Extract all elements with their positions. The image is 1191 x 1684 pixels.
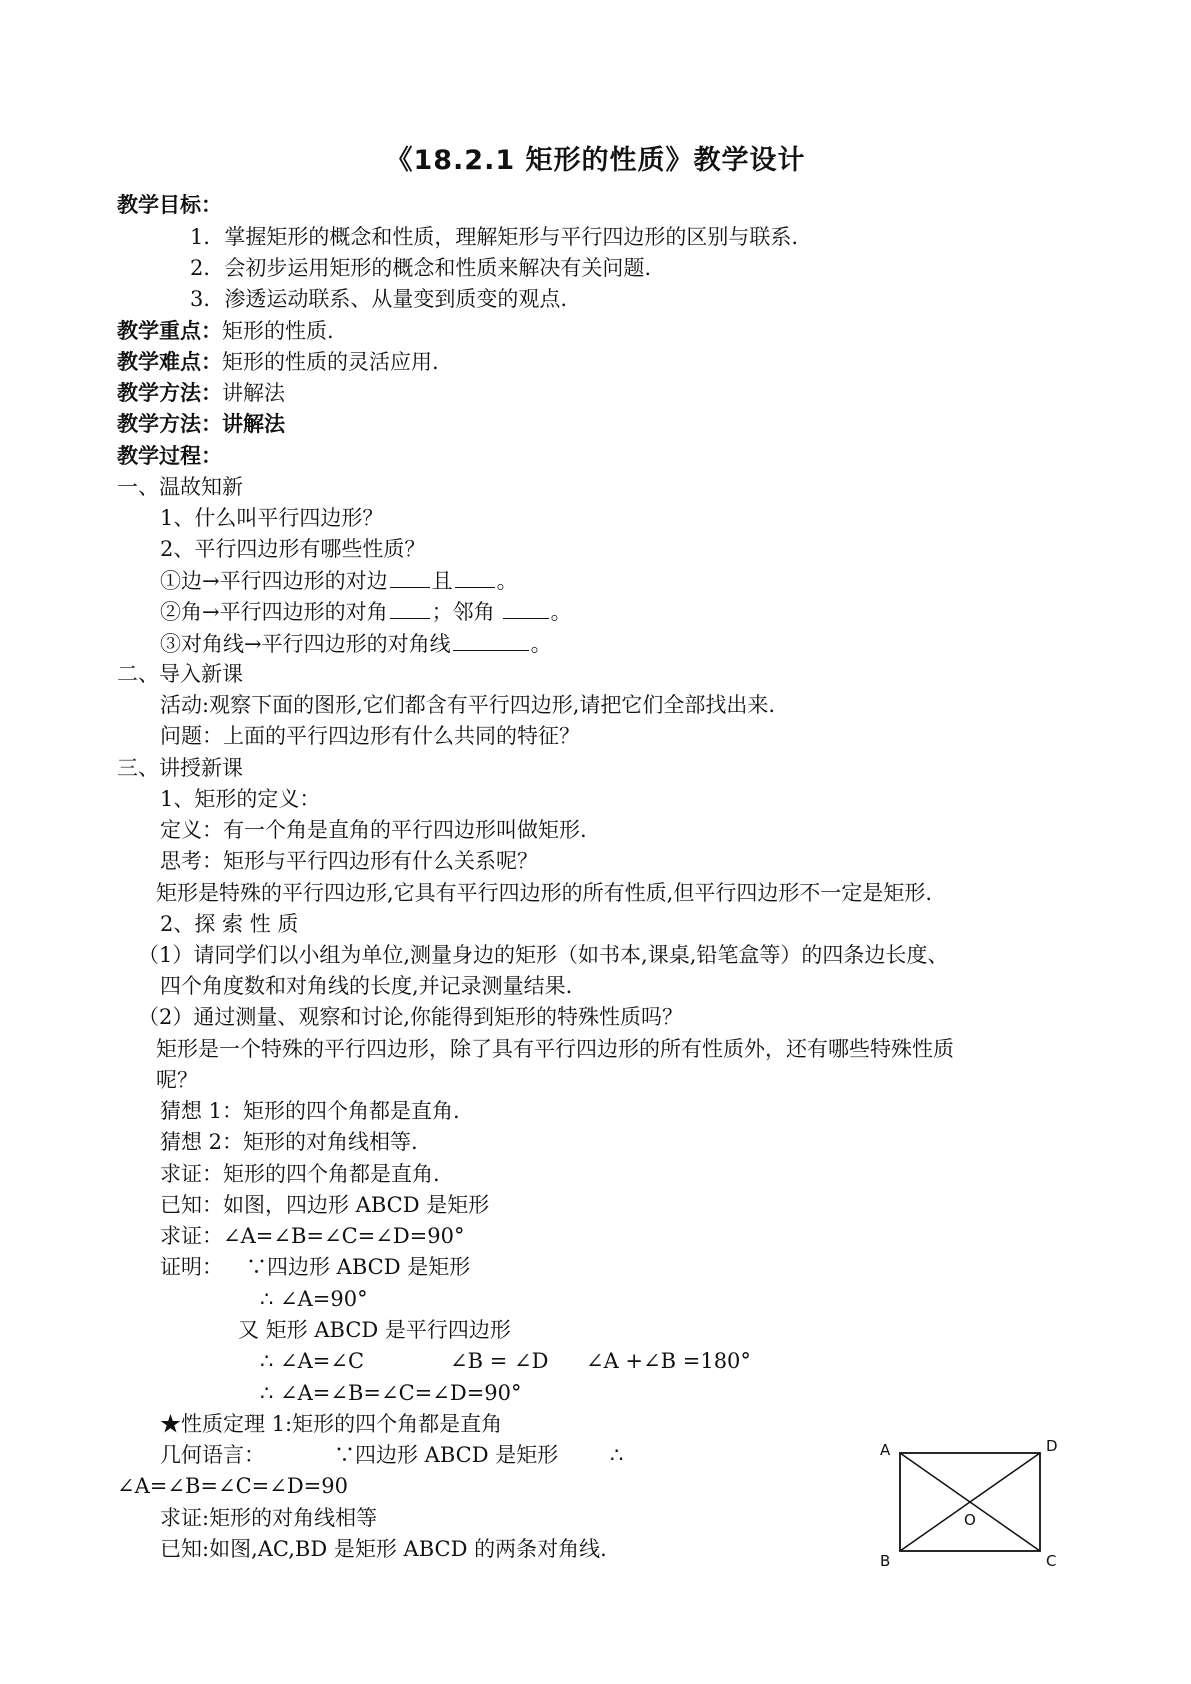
- activity-text: 活动:观察下面的图形,它们都含有平行四边形,请把它们全部找出来.: [160, 693, 776, 717]
- proof-step: 又 矩形 ABCD 是平行四边形: [238, 1318, 511, 1342]
- method-line: [117, 378, 285, 408]
- vertex-label-a: A: [880, 1441, 891, 1459]
- given-text: 已知:如图,AC,BD 是矩形 ABCD 的两条对角线.: [160, 1537, 607, 1561]
- process-heading: 教学过程：: [117, 444, 222, 468]
- geo-language-text: ∵四边形 ABCD 是矩形: [334, 1443, 559, 1467]
- paragraph-text: 呢？: [156, 1068, 198, 1092]
- vertex-label-c: C: [1046, 1552, 1057, 1570]
- geo-language-text: ∠A=∠B=∠C=∠D=90: [117, 1474, 348, 1498]
- method-label: 教学方法：: [117, 381, 222, 405]
- task-text: 四个角度数和对角线的长度,并记录测量结果.: [160, 974, 573, 998]
- think-text: 思考：矩形与平行四边形有什么关系呢？: [160, 849, 538, 873]
- property-line: [160, 565, 518, 596]
- method-text: 讲解法: [222, 412, 285, 436]
- task-text: （1）请同学们以小组为单位,测量身边的矩形（如书本,课桌,铅笔盒等）的四条边长度、: [138, 943, 949, 967]
- difficulty-label: 教学难点：: [117, 350, 222, 374]
- proof-step: ∴ ∠A=∠B=∠C=∠D=90°: [260, 1381, 522, 1405]
- definition-text: 定义：有一个角是直角的平行四边形叫做矩形.: [160, 818, 587, 842]
- review-question: 2、平行四边形有哪些性质？: [160, 537, 426, 561]
- vertex-label-d: D: [1046, 1437, 1058, 1455]
- paragraph-text: 矩形是一个特殊的平行四边形，除了具有平行四边形的所有性质外，还有哪些特殊性质: [156, 1037, 954, 1061]
- method-text: 讲解法: [222, 381, 285, 405]
- relation-text: 矩形是特殊的平行四边形,它具有平行四边形的所有性质,但平行四边形不一定是矩形.: [156, 881, 933, 905]
- page-title: 《18.2.1 矩形的性质》教学设计: [385, 145, 806, 176]
- to-prove-text: 求证：∠A=∠B=∠C=∠D=90°: [160, 1224, 465, 1248]
- given-text: 已知：如图，四边形 ABCD 是矩形: [160, 1193, 490, 1217]
- property-text: ①边→平行四边形的对边: [160, 569, 388, 593]
- property-line: [160, 596, 572, 627]
- review-question: 1、什么叫平行四边形？: [160, 506, 384, 530]
- fill-blank: [455, 565, 495, 588]
- fill-blank: [390, 596, 430, 619]
- fill-blank: [503, 596, 549, 619]
- property-text: 。: [496, 569, 518, 593]
- goal-item: 3．渗透运动联系、从量变到质变的观点.: [190, 287, 568, 311]
- goal-item: 1．掌握矩形的概念和性质，理解矩形与平行四边形的区别与联系.: [190, 225, 799, 249]
- section-heading: 二、导入新课: [117, 662, 243, 686]
- conjecture-text: 猜想 1：矩形的四个角都是直角.: [160, 1099, 460, 1123]
- difficulty-text: 矩形的性质的灵活应用.: [222, 350, 439, 374]
- fill-blank: [453, 628, 529, 651]
- prove-text: 求证:矩形的对角线相等: [160, 1506, 378, 1530]
- proof-step: ∠A +∠B =180°: [586, 1349, 751, 1373]
- section-heading: 一、温故知新: [117, 475, 243, 499]
- property-text: 。: [550, 600, 572, 624]
- theorem-text: ★性质定理 1:矩形的四个角都是直角: [160, 1412, 503, 1436]
- method-line: [117, 409, 285, 439]
- geo-language-text: ∴: [610, 1443, 624, 1467]
- proof-step: ∠B = ∠D: [450, 1349, 549, 1373]
- rectangle-figure: [870, 1435, 1070, 1575]
- subsection-heading: 1、矩形的定义：: [160, 787, 321, 811]
- subsection-heading: 2、探 索 性 质: [160, 912, 299, 936]
- proof-step: ∵四边形 ABCD 是矩形: [246, 1255, 471, 1279]
- section-heading: 三、讲授新课: [117, 756, 243, 780]
- property-text: ②角→平行四边形的对角: [160, 600, 388, 624]
- key-point-text: 矩形的性质.: [222, 319, 334, 343]
- vertex-label-b: B: [880, 1552, 891, 1570]
- proof-label: 证明：: [160, 1255, 223, 1279]
- key-point-label: 教学重点：: [117, 319, 222, 343]
- key-point-line: [117, 316, 334, 346]
- property-text: 。: [530, 632, 552, 656]
- difficulty-line: [117, 347, 439, 377]
- proof-step: ∴ ∠A=90°: [260, 1287, 368, 1311]
- goal-item: 2．会初步运用矩形的概念和性质来解决有关问题.: [190, 256, 652, 280]
- fill-blank: [390, 565, 430, 588]
- question-text: 问题：上面的平行四边形有什么共同的特征？: [160, 724, 580, 748]
- conjecture-text: 猜想 2：矩形的对角线相等.: [160, 1130, 418, 1154]
- center-label-o: O: [964, 1511, 976, 1529]
- property-text: ③对角线→平行四边形的对角线: [160, 632, 451, 656]
- task-text: （2）通过测量、观察和讨论,你能得到矩形的特殊性质吗？: [138, 1005, 684, 1029]
- goals-heading: 教学目标：: [117, 193, 222, 217]
- property-line: [160, 628, 552, 659]
- method-label: 教学方法：: [117, 412, 222, 436]
- geo-language-label: 几何语言：: [160, 1443, 265, 1467]
- proof-step: ∴ ∠A=∠C: [260, 1349, 365, 1373]
- property-text: ；邻角: [431, 600, 495, 624]
- property-text: 且: [431, 569, 453, 593]
- prove-text: 求证：矩形的四个角都是直角.: [160, 1162, 440, 1186]
